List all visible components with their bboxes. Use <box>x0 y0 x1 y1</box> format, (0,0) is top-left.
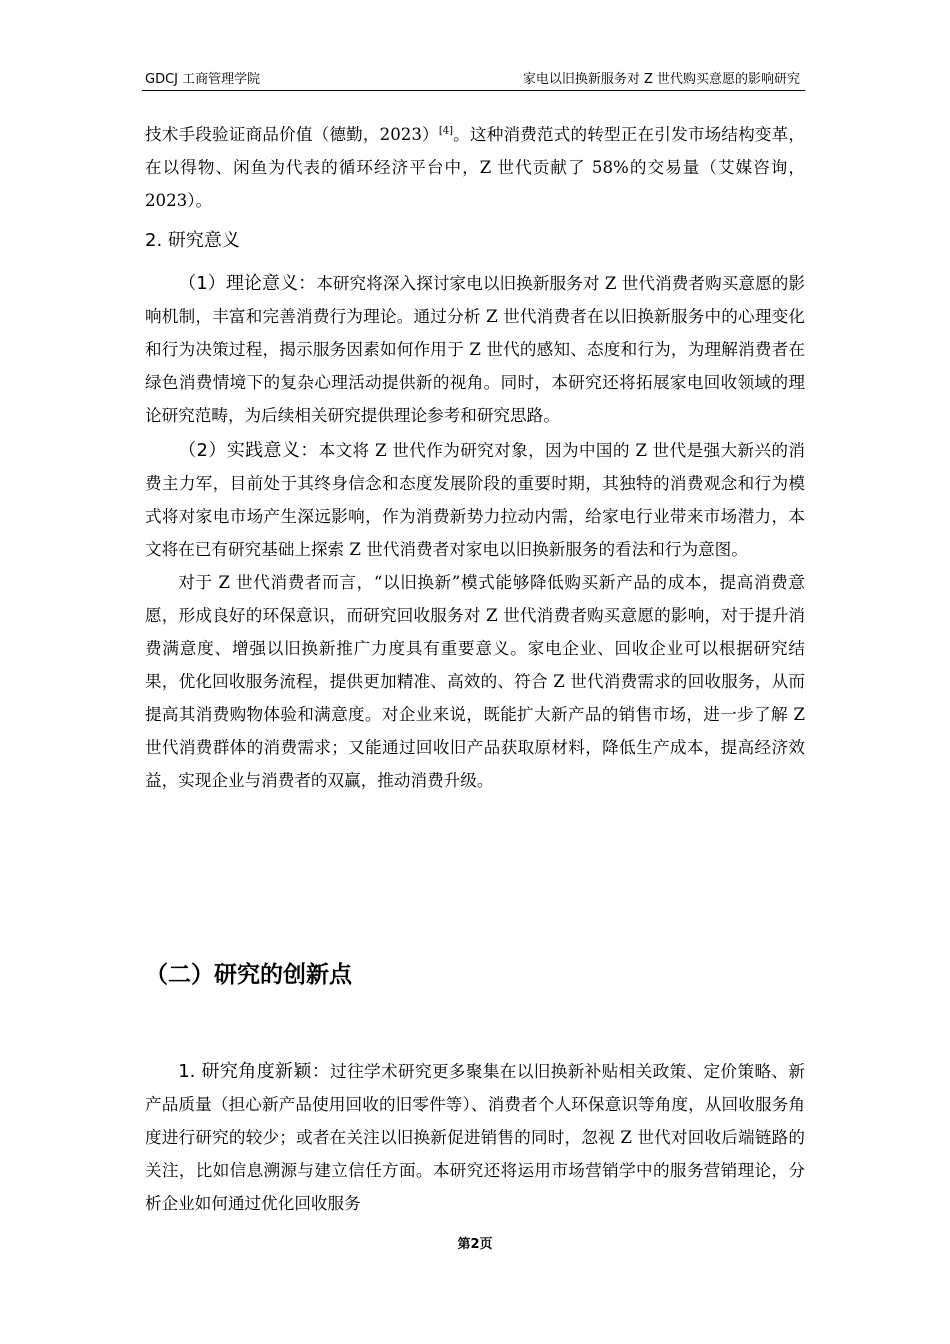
header-institution: GDCJ 工商管理学院 <box>145 72 261 87</box>
point1-label: 1. 研究角度新颖： <box>178 1061 331 1082</box>
header-divider <box>142 90 805 91</box>
innovation-point-1: 1. 研究角度新颖：过往学术研究更多聚集在以旧换新补贴相关政策、定价策略、新产品质量（担心新产品使用回收的旧零件等）、消费者个人环保意识等角度，从回收服务角度进行研究的较少；或者在关注以旧换新促进销售的同时，忽视 Z 世代对回收后端链路的关注，比如信息溯源与建立信任方面。本研究还将运用市场营销学中的服务营销理论，分析企业如何通过优化回收服务 <box>145 1061 805 1213</box>
body-text <box>145 118 805 797</box>
intro-paragraph: 技术手段验证商品价值（德勤，2023）[4]。这种消费范式的转型正在引发市场结构变革，在以得物、闲鱼为代表的循环经济平台中，Z 世代贡献了 58%的交易量（艾媒咨询，2023）。 <box>145 125 805 210</box>
header-paper-title: 家电以旧换新服务对 Z 世代购买意愿的影响研究 <box>522 72 800 87</box>
section-heading-significance: 2. 研究意义 <box>145 230 240 251</box>
running-header <box>145 68 805 92</box>
practice-label: （2）实践意义： <box>178 440 319 461</box>
theory-label: （1）理论意义： <box>178 273 317 294</box>
section-heading-innovation: （二）研究的创新点 <box>145 962 352 988</box>
theory-paragraph: （1）理论意义：本研究将深入探讨家电以旧换新服务对 Z 世代消费者购买意愿的影响机制，丰富和完善消费行为理论。通过分析 Z 世代消费者在以旧换新服务中的心理变化和行为决策过程，揭示服务因素如何作用于 Z 世代的感知、态度和行为，为理解消费者在绿色消费情境下的复杂心理活动提供新的视角。同时，本研究还将拓展家电回收领域的理论研究范畴，为后续相关研究提供理论参考和研究思路。 <box>145 273 806 425</box>
practice-paragraph: （2）实践意义：本文将 Z 世代作为研究对象，因为中国的 Z 世代是强大新兴的消费主力军，目前处于其终身信念和态度发展阶段的重要时期，其独特的消费观念和行为模式将对家电市场产生深远影响，作为消费新势力拉动内需，给家电行业带来市场潜力，本文将在已有研究基础上探索 Z 世代消费者对家电以旧换新服务的看法和行为意图。 <box>145 440 805 559</box>
consumer-paragraph: 对于 Z 世代消费者而言，“以旧换新”模式能够降低购买新产品的成本，提高消费意愿，形成良好的环保意识，而研究回收服务对 Z 世代消费者购买意愿的影响，对于提升消费满意度、增强以旧换新推广力度具有重要意义。家电企业、回收企业可以根据研究结果，优化回收服务流程，提供更加精准、高效的、符合 Z 世代消费需求的回收服务，从而提高其消费购物体验和满意度。对企业来说，既能扩大新产品的销售市场，进一步了解 Z 世代消费群体的消费需求；又能通过回收旧产品获取原材料，降低生产成本，提高经济效益，实现企业与消费者的双赢，推动消费升级。 <box>145 573 805 790</box>
page-number: 第2页 <box>457 1237 493 1252</box>
innovation-body <box>145 1055 805 1220</box>
citation-ref: [4] <box>438 125 453 137</box>
